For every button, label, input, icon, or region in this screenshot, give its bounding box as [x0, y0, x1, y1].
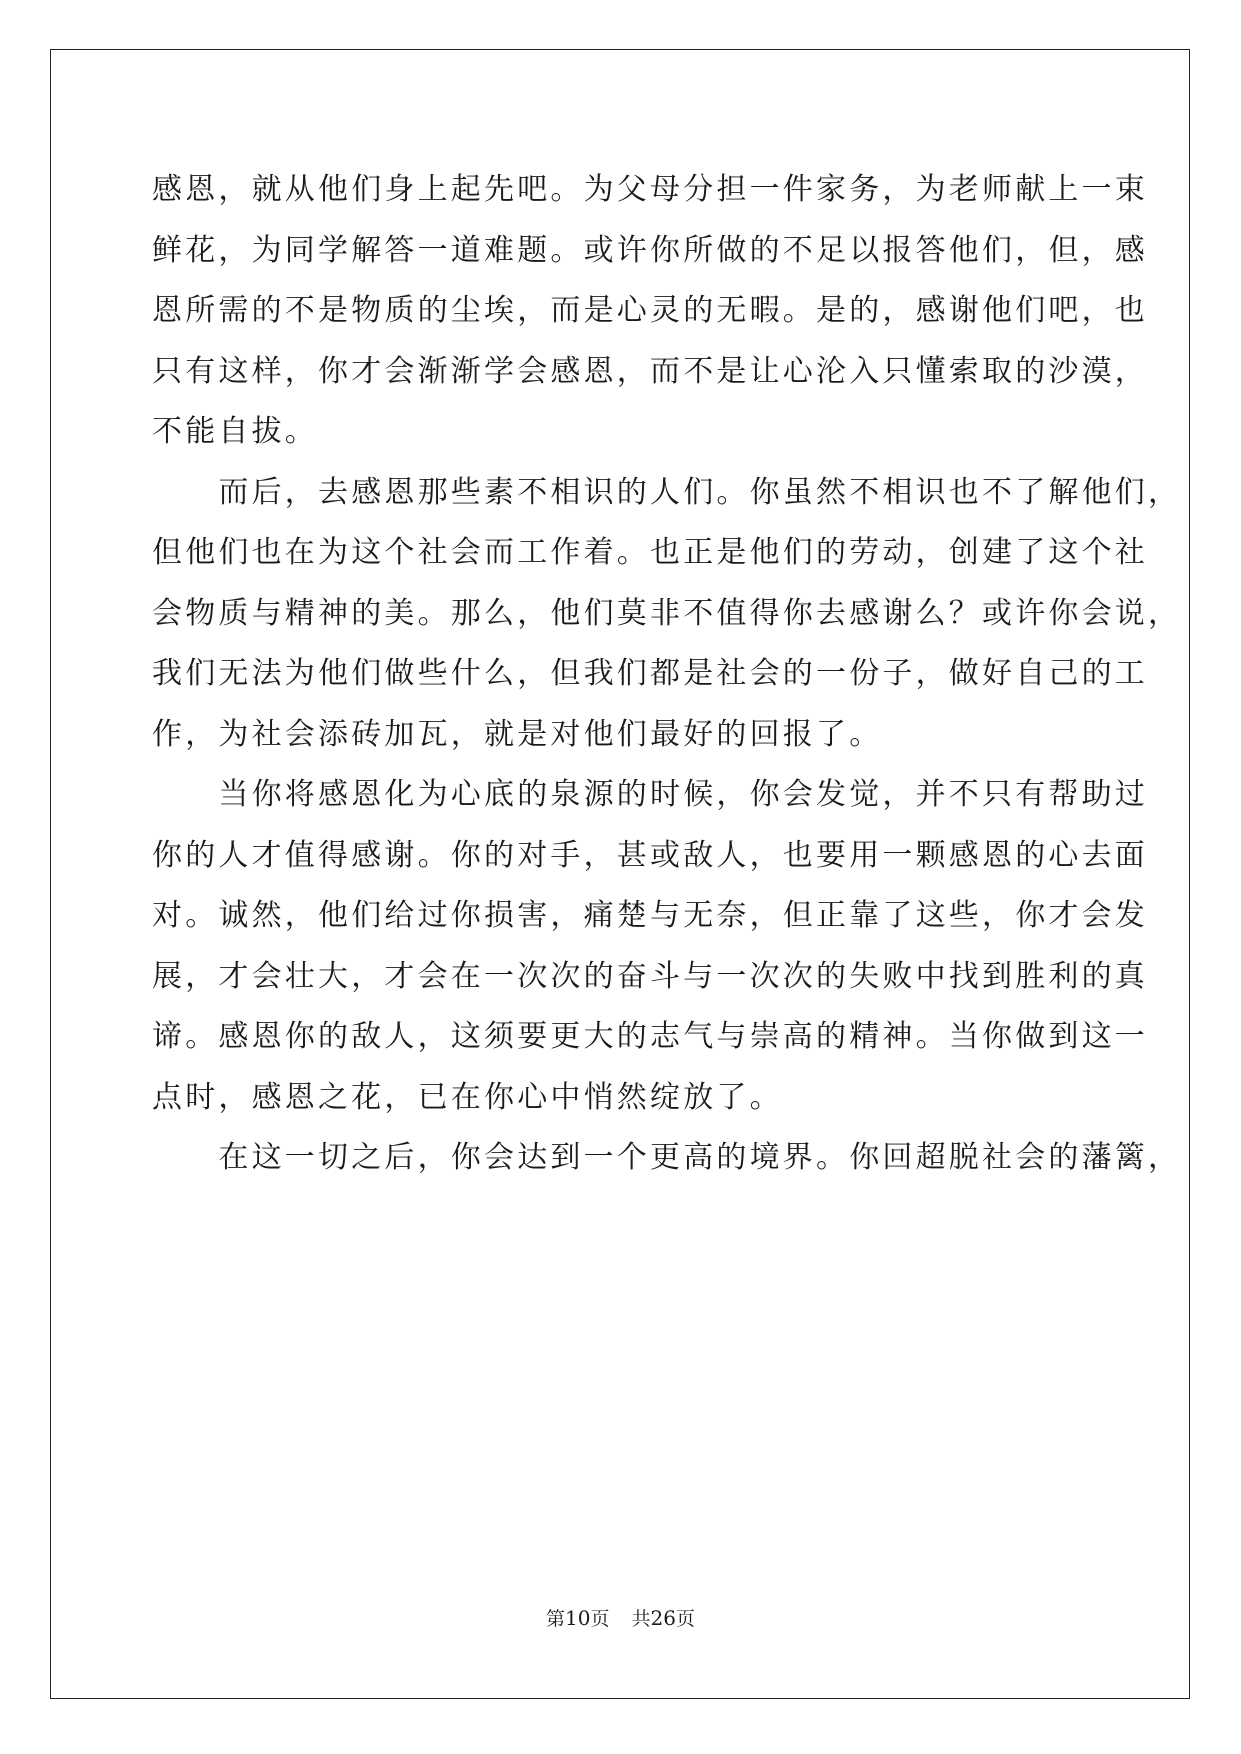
text-line: 只有这样，你才会渐渐学会感恩，而不是让心沦入只懂索取的沙漠， — [152, 353, 1148, 389]
text-line: 鲜花，为同学解答一道难题。或许你所做的不足以报答他们，但，感 — [152, 232, 1148, 268]
text-line: 我们无法为他们做些什么，但我们都是社会的一份子，做好自己的工 — [152, 656, 1148, 691]
page-suffix: 页 — [590, 1608, 610, 1630]
text-line: 展，才会壮大，才会在一次次的奋斗与一次次的失败中找到胜利的真 — [152, 958, 1148, 994]
page-number: 10 — [565, 1606, 591, 1630]
text-line: 作，为社会添砖加瓦，就是对他们最好的回报了。 — [152, 716, 883, 752]
text-line: 不能自拔。 — [152, 414, 318, 449]
total-pages: 26 — [650, 1606, 676, 1630]
text-line: 而后，去感恩那些素不相识的人们。你虽然不相识也不了解他们， — [152, 474, 1182, 510]
text-line: 对。诚然，他们给过你损害，痛楚与无奈，但正靠了这些，你才会发 — [152, 898, 1148, 933]
text-line: 在这一切之后，你会达到一个更高的境界。你回超脱社会的藩篱， — [152, 1140, 1182, 1175]
text-line: 当你将感恩化为心底的泉源的时候，你会发觉，并不只有帮助过 — [152, 777, 1148, 812]
total-suffix: 页 — [675, 1608, 695, 1630]
page-prefix: 第 — [546, 1608, 566, 1630]
text-line: 会物质与精神的美。那么，他们莫非不值得你去感谢么？或许你会说， — [152, 595, 1182, 631]
text-line: 感恩，就从他们身上起先吧。为父母分担一件家务，为老师献上一束 — [152, 172, 1148, 207]
text-line: 但他们也在为这个社会而工作着。也正是他们的劳动，创建了这个社 — [152, 535, 1148, 570]
text-line: 恩所需的不是物质的尘埃，而是心灵的无暇。是的，感谢他们吧，也 — [152, 293, 1148, 328]
document-body — [152, 160, 1182, 1189]
total-prefix: 共 — [631, 1608, 651, 1630]
text-line: 点时，感恩之花，已在你心中悄然绽放了。 — [152, 1079, 783, 1115]
page-footer — [0, 1604, 1241, 1631]
text-line: 谛。感恩你的敌人，这须要更大的志气与崇高的精神。当你做到这一 — [152, 1019, 1148, 1054]
text-line: 你的人才值得感谢。你的对手，甚或敌人，也要用一颗感恩的心去面 — [152, 837, 1148, 873]
